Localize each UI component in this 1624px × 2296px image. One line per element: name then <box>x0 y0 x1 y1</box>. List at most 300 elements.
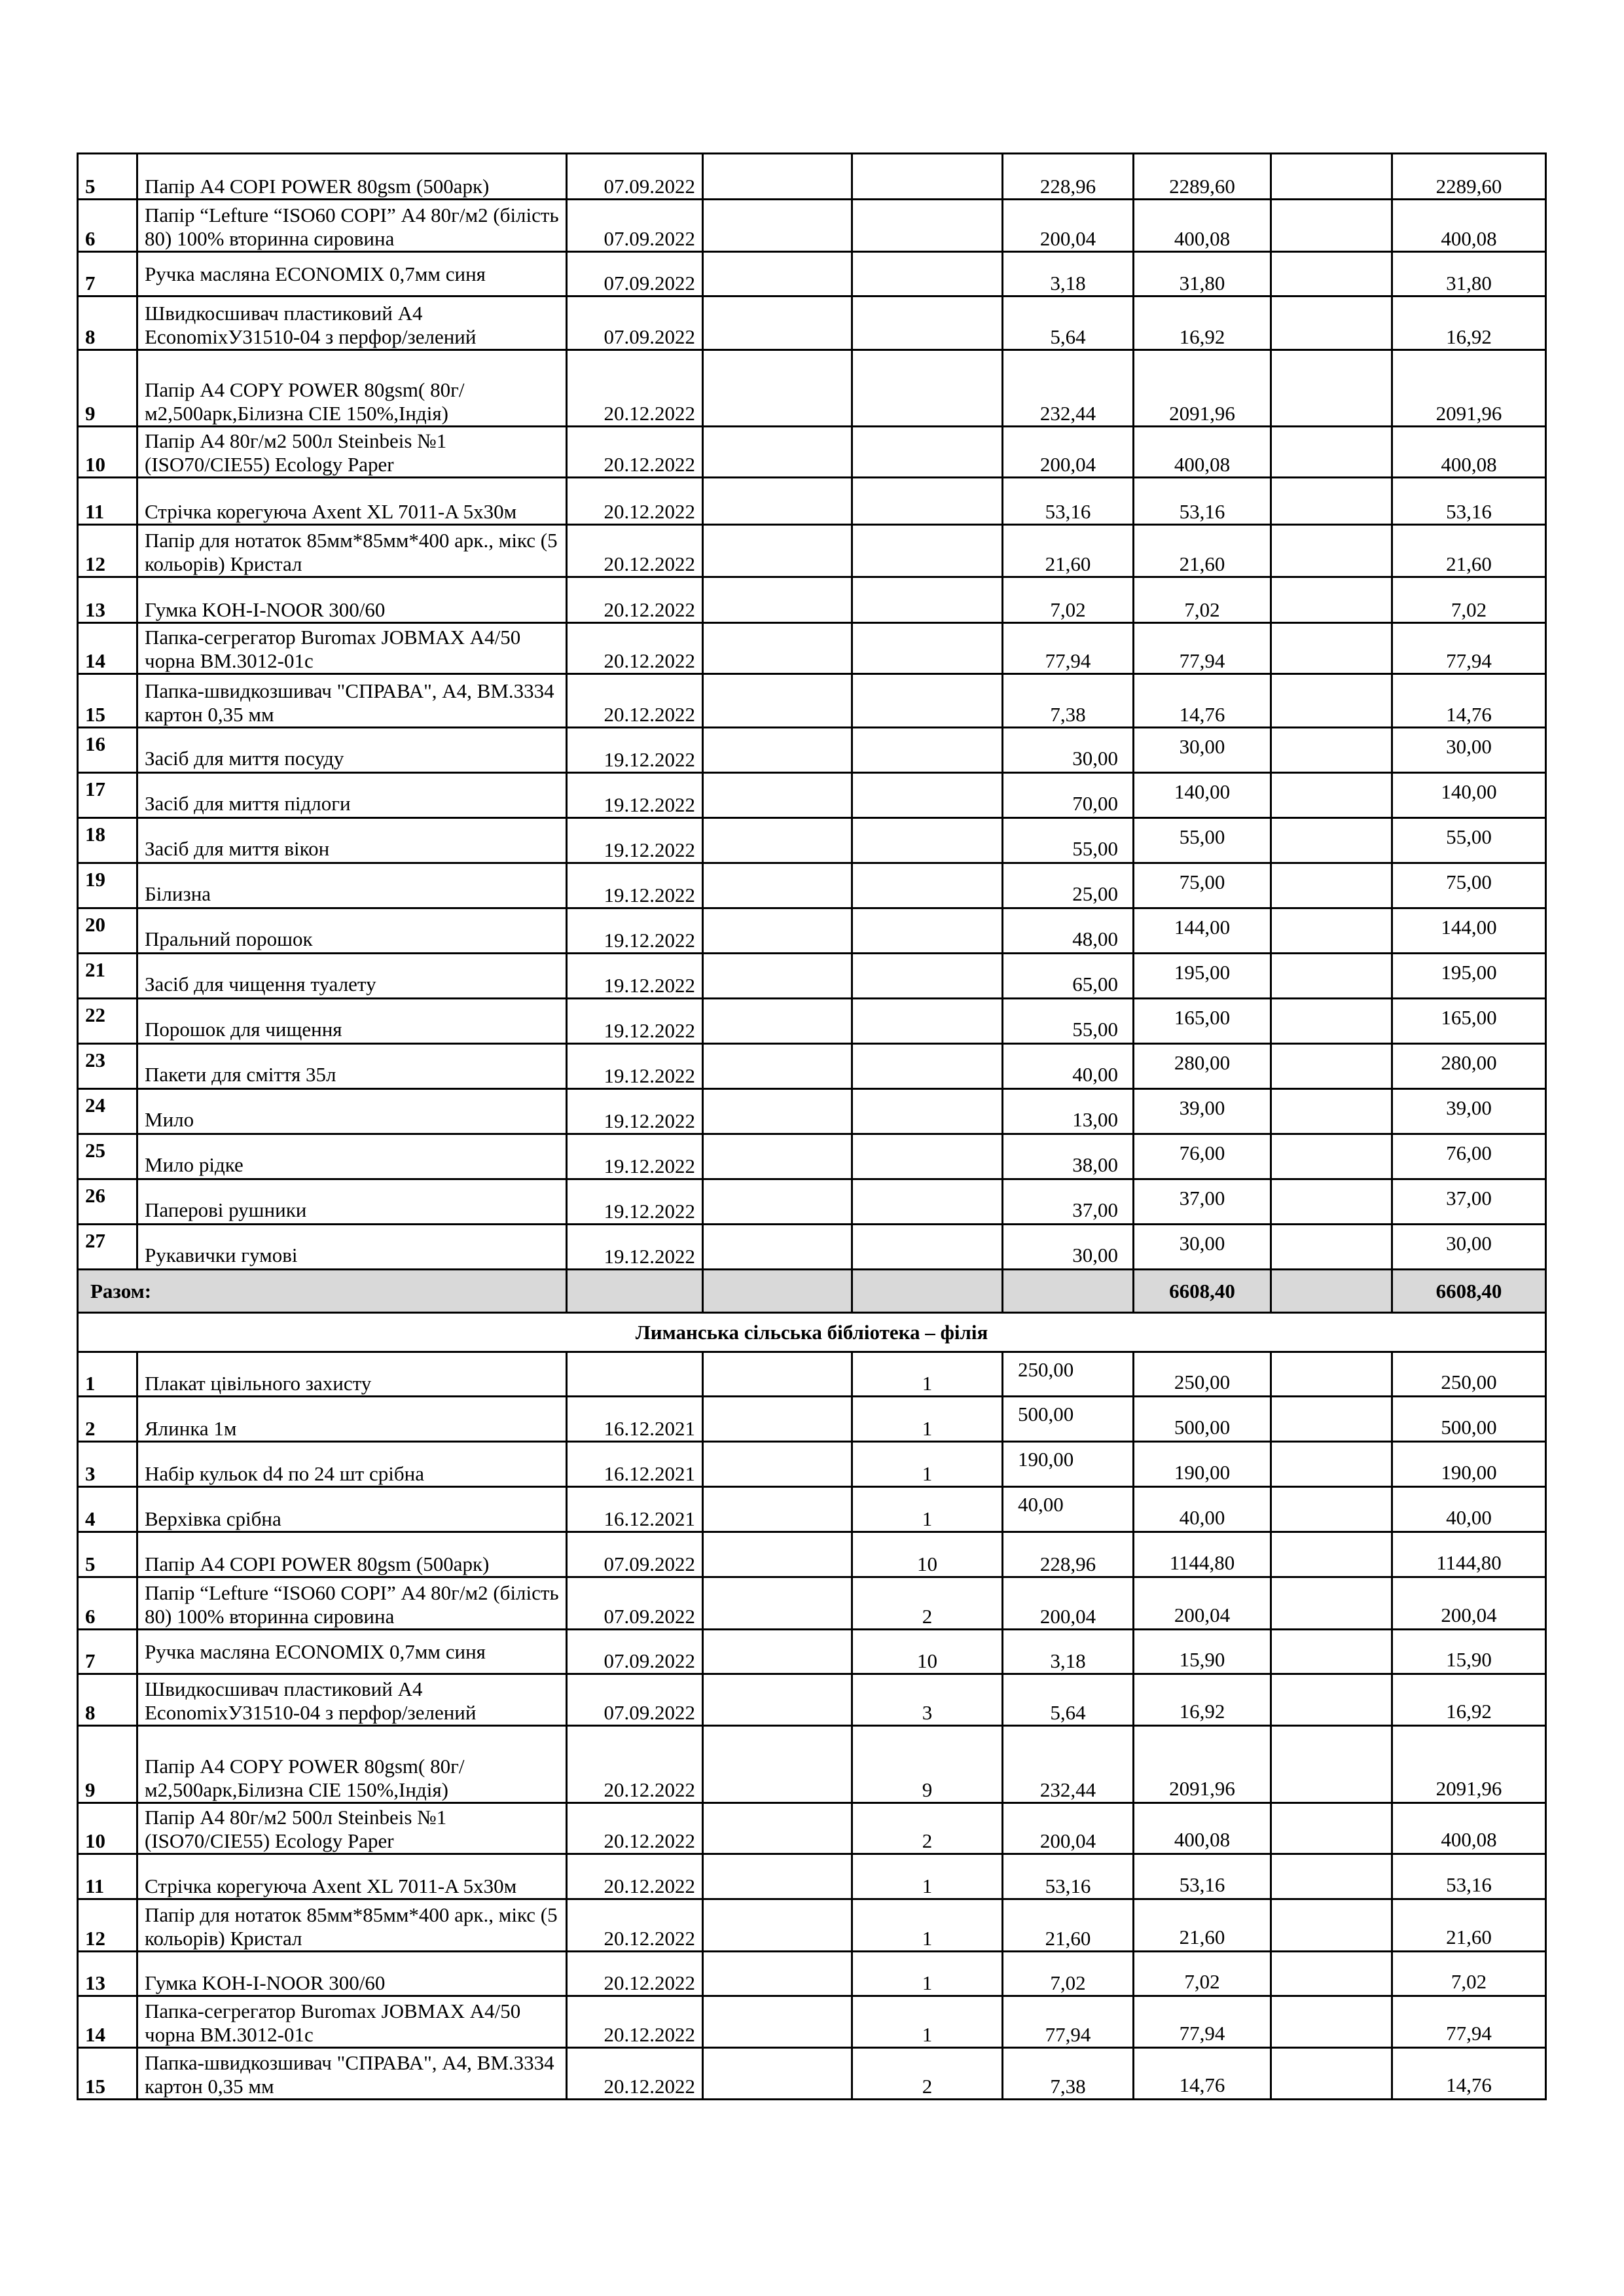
item-date: 20.12.2022 <box>567 478 703 525</box>
item-quantity <box>852 863 1003 908</box>
item-date: 19.12.2022 <box>567 728 703 773</box>
item-total: 2091,96 <box>1392 350 1546 427</box>
table-row <box>78 818 1546 863</box>
table-row <box>78 252 1546 296</box>
item-price: 53,16 <box>1003 478 1134 525</box>
empty-cell <box>703 1726 852 1803</box>
row-number: 18 <box>78 818 137 863</box>
table-row <box>78 478 1546 525</box>
item-sum: 39,00 <box>1134 1089 1271 1134</box>
item-name: Папір для нотаток 85мм*85мм*400 арк., мікс (5 кольорів) Кристал <box>137 1899 567 1952</box>
item-price: 3,18 <box>1003 1630 1134 1674</box>
row-number: 11 <box>78 478 137 525</box>
empty-cell <box>1271 296 1392 350</box>
item-price: 500,00 <box>1003 1397 1134 1442</box>
table-row <box>78 728 1546 773</box>
empty-cell <box>703 478 852 525</box>
empty-cell <box>1271 350 1392 427</box>
item-quantity: 2 <box>852 1803 1003 1854</box>
empty-cell <box>703 252 852 296</box>
section-title: Лиманська сільська бібліотека – філія <box>78 1313 1546 1352</box>
item-total: 37,00 <box>1392 1179 1546 1225</box>
item-quantity: 1 <box>852 1952 1003 1996</box>
table-row <box>78 1899 1546 1952</box>
table-row <box>78 908 1546 954</box>
empty-cell <box>1271 1352 1392 1397</box>
row-number: 6 <box>78 1577 137 1630</box>
item-price: 37,00 <box>1003 1179 1134 1225</box>
item-sum: 400,08 <box>1134 1803 1271 1854</box>
item-quantity: 10 <box>852 1630 1003 1674</box>
item-name: Папка-сегрегатор Buromax JOBMAX А4/50 чорна ВМ.3012-01с <box>137 1996 567 2048</box>
item-name: Папір А4 COPY POWER 80gsm( 80г/м2,500арк,Білизна CIE 150%,Індія) <box>137 1726 567 1803</box>
item-quantity <box>852 1134 1003 1179</box>
item-total: 40,00 <box>1392 1487 1546 1532</box>
empty-cell <box>1271 200 1392 252</box>
empty-cell <box>703 863 852 908</box>
table-row <box>78 350 1546 427</box>
table-row <box>78 773 1546 818</box>
item-date: 20.12.2022 <box>567 577 703 623</box>
empty-cell <box>703 1179 852 1225</box>
item-sum: 53,16 <box>1134 1854 1271 1899</box>
table-row <box>78 863 1546 908</box>
empty-cell <box>1271 1577 1392 1630</box>
item-total: 165,00 <box>1392 999 1546 1044</box>
table-row <box>78 1442 1546 1487</box>
grand-total: 6608,40 <box>1392 1270 1546 1313</box>
item-sum: 2091,96 <box>1134 350 1271 427</box>
item-name: Засіб для миття вікон <box>137 818 567 863</box>
row-number: 5 <box>78 1532 137 1577</box>
item-quantity <box>852 1225 1003 1270</box>
table-row <box>78 1134 1546 1179</box>
item-total: 31,80 <box>1392 252 1546 296</box>
item-total: 30,00 <box>1392 728 1546 773</box>
item-total: 16,92 <box>1392 1674 1546 1726</box>
item-sum: 21,60 <box>1134 525 1271 577</box>
item-date: 19.12.2022 <box>567 908 703 954</box>
item-price: 5,64 <box>1003 296 1134 350</box>
table-row <box>78 1630 1546 1674</box>
item-quantity <box>852 478 1003 525</box>
item-price: 25,00 <box>1003 863 1134 908</box>
empty-cell <box>703 1532 852 1577</box>
item-name: Білизна <box>137 863 567 908</box>
item-total: 21,60 <box>1392 1899 1546 1952</box>
empty-cell <box>703 1089 852 1134</box>
item-date: 07.09.2022 <box>567 1577 703 1630</box>
item-price: 38,00 <box>1003 1134 1134 1179</box>
table-row <box>78 1803 1546 1854</box>
item-name: Рукавички гумові <box>137 1225 567 1270</box>
item-price: 232,44 <box>1003 350 1134 427</box>
item-quantity <box>852 773 1003 818</box>
item-sum: 190,00 <box>1134 1442 1271 1487</box>
item-date: 07.09.2022 <box>567 200 703 252</box>
item-price: 200,04 <box>1003 200 1134 252</box>
item-date: 19.12.2022 <box>567 1044 703 1089</box>
item-quantity <box>852 1044 1003 1089</box>
empty-cell <box>703 1674 852 1726</box>
empty-cell <box>1003 1270 1134 1313</box>
item-total: 15,90 <box>1392 1630 1546 1674</box>
item-name: Пральний порошок <box>137 908 567 954</box>
item-date: 20.12.2022 <box>567 1854 703 1899</box>
empty-cell <box>703 1899 852 1952</box>
empty-cell <box>703 1577 852 1630</box>
item-date: 19.12.2022 <box>567 863 703 908</box>
empty-cell <box>703 773 852 818</box>
item-sum: 144,00 <box>1134 908 1271 954</box>
item-sum: 7,02 <box>1134 577 1271 623</box>
item-date: 07.09.2022 <box>567 1630 703 1674</box>
item-quantity <box>852 674 1003 728</box>
item-date: 19.12.2022 <box>567 1225 703 1270</box>
row-number: 10 <box>78 1803 137 1854</box>
item-quantity: 9 <box>852 1726 1003 1803</box>
total-row <box>78 1270 1546 1313</box>
table-row <box>78 1854 1546 1899</box>
table-row <box>78 1179 1546 1225</box>
item-price: 7,02 <box>1003 1952 1134 1996</box>
item-price: 5,64 <box>1003 1674 1134 1726</box>
item-name: Набір кульок d4 по 24 шт срібна <box>137 1442 567 1487</box>
empty-cell <box>1271 1996 1392 2048</box>
item-total: 14,76 <box>1392 674 1546 728</box>
empty-cell <box>1271 1225 1392 1270</box>
item-name: Папір “Lefture “ISO60 COPI” А4 80г/м2 (білість 80) 100% вторинна сировина <box>137 1577 567 1630</box>
empty-cell <box>1271 1630 1392 1674</box>
item-name: Папір А4 80г/м2 500л Steinbeis №1 (ISO70/CIE55) Ecology Paper <box>137 1803 567 1854</box>
inventory-table <box>77 152 1547 2100</box>
row-number: 23 <box>78 1044 137 1089</box>
item-quantity: 1 <box>852 1899 1003 1952</box>
item-date: 20.12.2022 <box>567 1899 703 1952</box>
item-sum: 250,00 <box>1134 1352 1271 1397</box>
item-name: Папір А4 80г/м2 500л Steinbeis №1 (ISO70/CIE55) Ecology Paper <box>137 427 567 478</box>
item-price: 200,04 <box>1003 427 1134 478</box>
item-quantity: 2 <box>852 1577 1003 1630</box>
inventory-table-body <box>78 154 1546 2100</box>
item-total: 1144,80 <box>1392 1532 1546 1577</box>
item-total: 140,00 <box>1392 773 1546 818</box>
empty-cell <box>1271 674 1392 728</box>
item-name: Папір А4 COPY POWER 80gsm( 80г/м2,500арк,Білизна CIE 150%,Індія) <box>137 350 567 427</box>
item-price: 55,00 <box>1003 999 1134 1044</box>
item-price: 200,04 <box>1003 1577 1134 1630</box>
empty-cell <box>1271 1726 1392 1803</box>
item-quantity: 1 <box>852 1854 1003 1899</box>
item-total: 77,94 <box>1392 1996 1546 2048</box>
item-name: Папка-швидкозшивач "СПРАВА", А4, ВМ.3334 картон 0,35 мм <box>137 674 567 728</box>
table-row <box>78 1225 1546 1270</box>
item-sum: 2289,60 <box>1134 154 1271 200</box>
row-number: 8 <box>78 296 137 350</box>
item-price: 30,00 <box>1003 1225 1134 1270</box>
item-total: 400,08 <box>1392 1803 1546 1854</box>
item-date: 07.09.2022 <box>567 296 703 350</box>
empty-cell <box>1271 1044 1392 1089</box>
item-sum: 30,00 <box>1134 728 1271 773</box>
item-sum: 400,08 <box>1134 200 1271 252</box>
empty-cell <box>703 350 852 427</box>
table-row <box>78 1487 1546 1532</box>
item-name: Плакат цівільного захисту <box>137 1352 567 1397</box>
item-price: 232,44 <box>1003 1726 1134 1803</box>
row-number: 14 <box>78 623 137 674</box>
row-number: 13 <box>78 1952 137 1996</box>
item-total: 53,16 <box>1392 478 1546 525</box>
item-price: 70,00 <box>1003 773 1134 818</box>
empty-cell <box>1271 1134 1392 1179</box>
item-sum: 14,76 <box>1134 674 1271 728</box>
empty-cell <box>1271 1532 1392 1577</box>
item-total: 250,00 <box>1392 1352 1546 1397</box>
item-quantity <box>852 427 1003 478</box>
item-quantity <box>852 350 1003 427</box>
item-name: Ручка масляна ECONOMIX 0,7мм синя <box>137 252 567 296</box>
row-number: 15 <box>78 2048 137 2100</box>
table-row <box>78 1532 1546 1577</box>
item-date: 20.12.2022 <box>567 623 703 674</box>
item-sum: 7,02 <box>1134 1952 1271 1996</box>
empty-cell <box>703 954 852 999</box>
empty-cell <box>703 1270 852 1313</box>
row-number: 7 <box>78 252 137 296</box>
empty-cell <box>1271 908 1392 954</box>
item-quantity <box>852 1179 1003 1225</box>
row-number: 17 <box>78 773 137 818</box>
item-date: 20.12.2022 <box>567 1803 703 1854</box>
table-row <box>78 1674 1546 1726</box>
item-sum: 16,92 <box>1134 1674 1271 1726</box>
empty-cell <box>1271 1442 1392 1487</box>
item-name: Пакети для сміття 35л <box>137 1044 567 1089</box>
item-quantity: 10 <box>852 1532 1003 1577</box>
empty-cell <box>1271 1803 1392 1854</box>
empty-cell <box>703 908 852 954</box>
item-price: 30,00 <box>1003 728 1134 773</box>
empty-cell <box>1271 154 1392 200</box>
empty-cell <box>1271 1854 1392 1899</box>
table-row <box>78 2048 1546 2100</box>
row-number: 3 <box>78 1442 137 1487</box>
item-sum: 200,04 <box>1134 1577 1271 1630</box>
item-date: 20.12.2022 <box>567 1726 703 1803</box>
item-total: 280,00 <box>1392 1044 1546 1089</box>
empty-cell <box>1271 954 1392 999</box>
item-name: Папір “Lefture “ISO60 COPI” А4 80г/м2 (білість 80) 100% вторинна сировина <box>137 200 567 252</box>
row-number: 13 <box>78 577 137 623</box>
empty-cell <box>703 999 852 1044</box>
row-number: 8 <box>78 1674 137 1726</box>
item-price: 21,60 <box>1003 1899 1134 1952</box>
row-number: 22 <box>78 999 137 1044</box>
item-quantity <box>852 999 1003 1044</box>
item-quantity: 1 <box>852 1397 1003 1442</box>
item-total: 195,00 <box>1392 954 1546 999</box>
empty-cell <box>1271 818 1392 863</box>
item-total: 39,00 <box>1392 1089 1546 1134</box>
item-sum: 76,00 <box>1134 1134 1271 1179</box>
empty-cell <box>1271 478 1392 525</box>
item-quantity <box>852 252 1003 296</box>
item-total: 500,00 <box>1392 1397 1546 1442</box>
item-name: Ялинка 1м <box>137 1397 567 1442</box>
row-number: 25 <box>78 1134 137 1179</box>
row-number: 24 <box>78 1089 137 1134</box>
item-name: Мило <box>137 1089 567 1134</box>
item-total: 400,08 <box>1392 427 1546 478</box>
item-sum: 53,16 <box>1134 478 1271 525</box>
item-total: 77,94 <box>1392 623 1546 674</box>
row-number: 5 <box>78 154 137 200</box>
item-quantity: 1 <box>852 1442 1003 1487</box>
item-sum: 30,00 <box>1134 1225 1271 1270</box>
empty-cell <box>703 1225 852 1270</box>
item-quantity: 3 <box>852 1674 1003 1726</box>
item-price: 53,16 <box>1003 1854 1134 1899</box>
item-sum: 500,00 <box>1134 1397 1271 1442</box>
row-number: 11 <box>78 1854 137 1899</box>
item-price: 40,00 <box>1003 1487 1134 1532</box>
empty-cell <box>567 1270 703 1313</box>
item-name: Папір для нотаток 85мм*85мм*400 арк., мікс (5 кольорів) Кристал <box>137 525 567 577</box>
item-name: Ручка масляна ECONOMIX 0,7мм синя <box>137 1630 567 1674</box>
item-sum: 77,94 <box>1134 623 1271 674</box>
item-date: 20.12.2022 <box>567 2048 703 2100</box>
item-quantity <box>852 577 1003 623</box>
row-number: 20 <box>78 908 137 954</box>
item-sum: 165,00 <box>1134 999 1271 1044</box>
item-date: 20.12.2022 <box>567 350 703 427</box>
row-number: 2 <box>78 1397 137 1442</box>
item-name: Папка-швидкозшивач "СПРАВА", А4, ВМ.3334 картон 0,35 мм <box>137 2048 567 2100</box>
item-sum: 40,00 <box>1134 1487 1271 1532</box>
row-number: 21 <box>78 954 137 999</box>
item-quantity <box>852 200 1003 252</box>
item-sum: 280,00 <box>1134 1044 1271 1089</box>
item-price: 228,96 <box>1003 154 1134 200</box>
empty-cell <box>1271 1674 1392 1726</box>
empty-cell <box>703 1044 852 1089</box>
item-total: 400,08 <box>1392 200 1546 252</box>
row-number: 6 <box>78 200 137 252</box>
item-total: 75,00 <box>1392 863 1546 908</box>
empty-cell <box>703 674 852 728</box>
empty-cell <box>703 1487 852 1532</box>
item-sum: 2091,96 <box>1134 1726 1271 1803</box>
table-row <box>78 1726 1546 1803</box>
item-price: 250,00 <box>1003 1352 1134 1397</box>
item-price: 77,94 <box>1003 623 1134 674</box>
item-name: Гумка KOH-I-NOOR 300/60 <box>137 1952 567 1996</box>
item-sum: 16,92 <box>1134 296 1271 350</box>
total-label: Разом: <box>78 1270 567 1313</box>
item-date: 07.09.2022 <box>567 1532 703 1577</box>
empty-cell <box>703 1352 852 1397</box>
item-total: 190,00 <box>1392 1442 1546 1487</box>
item-sum: 21,60 <box>1134 1899 1271 1952</box>
item-quantity <box>852 908 1003 954</box>
item-date: 20.12.2022 <box>567 525 703 577</box>
item-price: 3,18 <box>1003 252 1134 296</box>
empty-cell <box>703 296 852 350</box>
item-price: 228,96 <box>1003 1532 1134 1577</box>
empty-cell <box>703 1803 852 1854</box>
item-name: Стрічка корегуюча Axent XL 7011-A 5х30м <box>137 1854 567 1899</box>
item-total: 21,60 <box>1392 525 1546 577</box>
row-number: 16 <box>78 728 137 773</box>
item-quantity <box>852 1089 1003 1134</box>
item-price: 13,00 <box>1003 1089 1134 1134</box>
item-date: 16.12.2021 <box>567 1442 703 1487</box>
empty-cell <box>1271 1899 1392 1952</box>
table-row <box>78 296 1546 350</box>
item-name: Верхівка срібна <box>137 1487 567 1532</box>
item-price: 77,94 <box>1003 1996 1134 2048</box>
item-price: 55,00 <box>1003 818 1134 863</box>
item-date: 19.12.2022 <box>567 1089 703 1134</box>
item-name: Папка-сегрегатор Buromax JOBMAX А4/50 чорна ВМ.3012-01с <box>137 623 567 674</box>
item-name: Засіб для миття підлоги <box>137 773 567 818</box>
item-name: Засіб для чищення туалету <box>137 954 567 999</box>
item-date: 19.12.2022 <box>567 1179 703 1225</box>
empty-cell <box>703 623 852 674</box>
item-total: 2091,96 <box>1392 1726 1546 1803</box>
item-total: 76,00 <box>1392 1134 1546 1179</box>
empty-cell <box>1271 1270 1392 1313</box>
row-number: 15 <box>78 674 137 728</box>
table-row <box>78 1089 1546 1134</box>
item-total: 144,00 <box>1392 908 1546 954</box>
table-row <box>78 427 1546 478</box>
item-sum: 15,90 <box>1134 1630 1271 1674</box>
item-total: 55,00 <box>1392 818 1546 863</box>
item-quantity <box>852 728 1003 773</box>
row-number: 9 <box>78 1726 137 1803</box>
item-price: 7,38 <box>1003 674 1134 728</box>
empty-cell <box>1271 1089 1392 1134</box>
item-quantity: 1 <box>852 1352 1003 1397</box>
table-row <box>78 1044 1546 1089</box>
section-header-row <box>78 1313 1546 1352</box>
row-number: 19 <box>78 863 137 908</box>
item-total: 2289,60 <box>1392 154 1546 200</box>
item-sum: 1144,80 <box>1134 1532 1271 1577</box>
item-date: 20.12.2022 <box>567 1996 703 2048</box>
empty-cell <box>703 154 852 200</box>
empty-cell <box>703 427 852 478</box>
item-name: Засіб для миття посуду <box>137 728 567 773</box>
item-sum: 31,80 <box>1134 252 1271 296</box>
item-quantity <box>852 954 1003 999</box>
empty-cell <box>703 525 852 577</box>
item-price: 40,00 <box>1003 1044 1134 1089</box>
empty-cell <box>703 1630 852 1674</box>
row-number: 27 <box>78 1225 137 1270</box>
empty-cell <box>703 818 852 863</box>
empty-cell <box>1271 999 1392 1044</box>
table-row <box>78 525 1546 577</box>
item-date: 16.12.2021 <box>567 1397 703 1442</box>
table-row <box>78 1352 1546 1397</box>
item-date: 19.12.2022 <box>567 954 703 999</box>
item-date: 20.12.2022 <box>567 427 703 478</box>
item-price: 21,60 <box>1003 525 1134 577</box>
row-number: 4 <box>78 1487 137 1532</box>
